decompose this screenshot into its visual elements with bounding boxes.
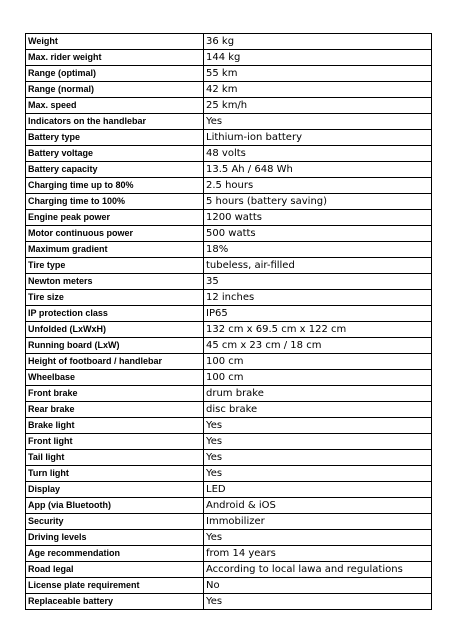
table-row [26, 546, 432, 562]
spec-value: Android & iOS [204, 498, 432, 514]
table-row [26, 66, 432, 82]
spec-value: 48 volts [204, 146, 432, 162]
spec-value: Yes [204, 594, 432, 610]
spec-value: Immobilizer [204, 514, 432, 530]
spec-value: Yes [204, 418, 432, 434]
table-row [26, 466, 432, 482]
spec-value: 500 watts [204, 226, 432, 242]
spec-value: 55 km [204, 66, 432, 82]
table-row [26, 194, 432, 210]
spec-label: Front brake [26, 386, 204, 402]
spec-label: Max. speed [26, 98, 204, 114]
spec-label: License plate requirement [26, 578, 204, 594]
spec-value: 12 inches [204, 290, 432, 306]
spec-label: Tail light [26, 450, 204, 466]
spec-label: Motor continuous power [26, 226, 204, 242]
table-row [26, 242, 432, 258]
spec-label: Battery type [26, 130, 204, 146]
table-row [26, 82, 432, 98]
spec-label: Range (normal) [26, 82, 204, 98]
spec-label: Rear brake [26, 402, 204, 418]
table-row [26, 274, 432, 290]
spec-value: 36 kg [204, 34, 432, 50]
table-row [26, 530, 432, 546]
spec-label: Front light [26, 434, 204, 450]
table-row [26, 114, 432, 130]
table-row [26, 578, 432, 594]
spec-label: Age recommendation [26, 546, 204, 562]
table-row [26, 322, 432, 338]
spec-label: Battery voltage [26, 146, 204, 162]
spec-table-body [26, 34, 432, 610]
spec-label: Running board (LxW) [26, 338, 204, 354]
table-row [26, 258, 432, 274]
spec-label: Battery capacity [26, 162, 204, 178]
spec-label: App (via Bluetooth) [26, 498, 204, 514]
table-row [26, 98, 432, 114]
spec-label: Unfolded (LxWxH) [26, 322, 204, 338]
spec-label: Engine peak power [26, 210, 204, 226]
spec-value: Lithium-ion battery [204, 130, 432, 146]
table-row [26, 162, 432, 178]
table-row [26, 450, 432, 466]
table-row [26, 210, 432, 226]
table-row [26, 50, 432, 66]
spec-value: Yes [204, 434, 432, 450]
table-row [26, 514, 432, 530]
spec-value: 100 cm [204, 354, 432, 370]
table-row [26, 290, 432, 306]
spec-label: Security [26, 514, 204, 530]
spec-value: 100 cm [204, 370, 432, 386]
spec-value: 5 hours (battery saving) [204, 194, 432, 210]
table-row [26, 306, 432, 322]
spec-label: Charging time to 100% [26, 194, 204, 210]
spec-label: Maximum gradient [26, 242, 204, 258]
spec-value: 25 km/h [204, 98, 432, 114]
table-row [26, 402, 432, 418]
spec-label: Tire size [26, 290, 204, 306]
spec-value: from 14 years [204, 546, 432, 562]
spec-label: Charging time up to 80% [26, 178, 204, 194]
spec-label: Max. rider weight [26, 50, 204, 66]
spec-label: Weight [26, 34, 204, 50]
table-row [26, 354, 432, 370]
spec-label: Wheelbase [26, 370, 204, 386]
table-row [26, 226, 432, 242]
spec-label: Driving levels [26, 530, 204, 546]
spec-value: Yes [204, 450, 432, 466]
spec-value: 35 [204, 274, 432, 290]
spec-value: Yes [204, 114, 432, 130]
spec-label: Newton meters [26, 274, 204, 290]
table-row [26, 498, 432, 514]
spec-value: Yes [204, 530, 432, 546]
spec-value: No [204, 578, 432, 594]
spec-label: Height of footboard / handlebar [26, 354, 204, 370]
spec-value: disc brake [204, 402, 432, 418]
spec-value: According to local lawa and regulations [204, 562, 432, 578]
table-row [26, 130, 432, 146]
spec-label: Indicators on the handlebar [26, 114, 204, 130]
spec-value: 132 cm x 69.5 cm x 122 cm [204, 322, 432, 338]
spec-value: Yes [204, 466, 432, 482]
table-row [26, 178, 432, 194]
spec-label: Turn light [26, 466, 204, 482]
spec-value: 2.5 hours [204, 178, 432, 194]
spec-label: Display [26, 482, 204, 498]
table-row [26, 418, 432, 434]
table-row [26, 34, 432, 50]
table-row [26, 594, 432, 610]
table-row [26, 386, 432, 402]
spec-label: Tire type [26, 258, 204, 274]
spec-value: 1200 watts [204, 210, 432, 226]
spec-label: Replaceable battery [26, 594, 204, 610]
table-row [26, 338, 432, 354]
spec-value: drum brake [204, 386, 432, 402]
spec-value: 18% [204, 242, 432, 258]
spec-value: 144 kg [204, 50, 432, 66]
table-row [26, 146, 432, 162]
spec-value: LED [204, 482, 432, 498]
table-row [26, 482, 432, 498]
table-row [26, 434, 432, 450]
table-row [26, 562, 432, 578]
spec-value: tubeless, air-filled [204, 258, 432, 274]
spec-value: 42 km [204, 82, 432, 98]
spec-label: Brake light [26, 418, 204, 434]
spec-table [25, 33, 432, 610]
spec-value: IP65 [204, 306, 432, 322]
spec-label: Road legal [26, 562, 204, 578]
spec-label: IP protection class [26, 306, 204, 322]
spec-value: 45 cm x 23 cm / 18 cm [204, 338, 432, 354]
table-row [26, 370, 432, 386]
spec-label: Range (optimal) [26, 66, 204, 82]
spec-value: 13.5 Ah / 648 Wh [204, 162, 432, 178]
